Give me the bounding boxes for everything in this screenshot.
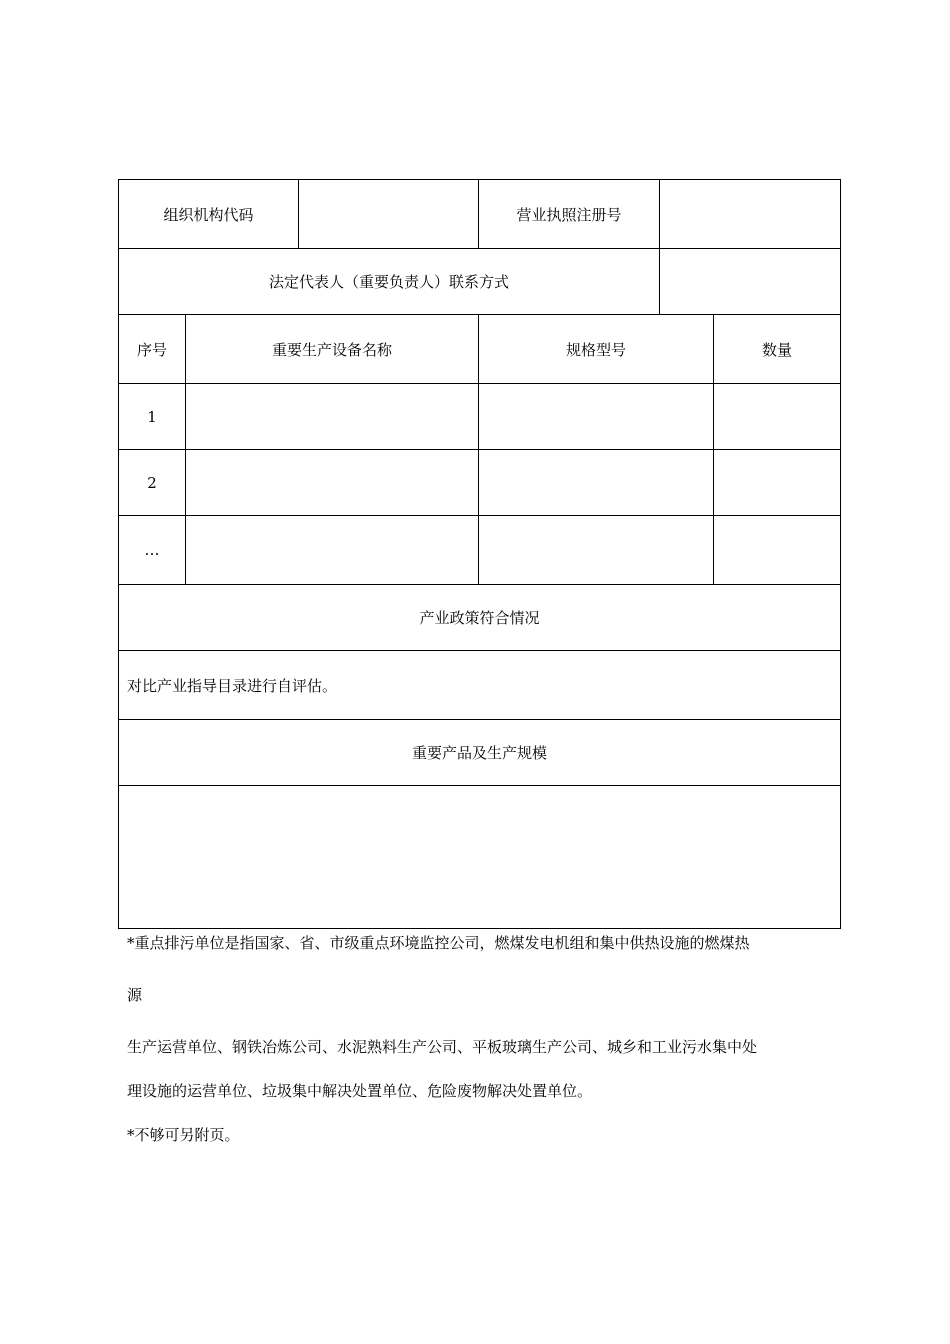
- equipment-name-field[interactable]: [186, 384, 479, 450]
- org-code-row: [119, 180, 841, 249]
- contact-row: [119, 249, 841, 315]
- products-text-field[interactable]: [119, 786, 841, 929]
- qty-field[interactable]: [714, 384, 841, 450]
- footnote-line: 生产运营单位、钢铁冶炼公司、水泥熟料生产公司、平板玻璃生产公司、城乡和工业污水集中处: [127, 1038, 758, 1056]
- spec-field[interactable]: [479, 384, 714, 450]
- row-seq: 2: [119, 450, 186, 516]
- policy-text-field[interactable]: 对比产业指导目录进行自评估。: [119, 651, 841, 720]
- policy-heading-row: [119, 585, 841, 651]
- row-seq: …: [119, 516, 186, 585]
- enterprise-info-form: [118, 179, 841, 929]
- contact-label: 法定代表人（重要负责人）联系方式: [119, 249, 660, 315]
- policy-heading: 产业政策符合情况: [119, 585, 841, 651]
- footnote-line: 源: [127, 986, 143, 1004]
- footnote-line: *不够可另附页。: [127, 1126, 240, 1144]
- license-field[interactable]: [660, 180, 841, 249]
- qty-field[interactable]: [714, 516, 841, 585]
- qty-field[interactable]: [714, 450, 841, 516]
- products-heading-row: [119, 720, 841, 786]
- products-text-row: [119, 786, 841, 929]
- footnotes: [127, 930, 847, 1148]
- equipment-name-field[interactable]: [186, 516, 479, 585]
- org-code-label: 组织机构代码: [119, 180, 299, 249]
- spec-field[interactable]: [479, 516, 714, 585]
- qty-header: 数量: [714, 315, 841, 384]
- table-row: [119, 516, 841, 585]
- seq-header: 序号: [119, 315, 186, 384]
- org-code-field[interactable]: [299, 180, 479, 249]
- contact-field[interactable]: [660, 249, 841, 315]
- table-row: [119, 384, 841, 450]
- row-seq: 1: [119, 384, 186, 450]
- license-label: 营业执照注册号: [479, 180, 660, 249]
- equipment-name-field[interactable]: [186, 450, 479, 516]
- footnote-line: *重点排污单位是指国家、省、市级重点环境监控公司，燃煤发电机组和集中供热设施的燃煤热: [127, 934, 750, 952]
- spec-field[interactable]: [479, 450, 714, 516]
- equipment-name-header: 重要生产设备名称: [186, 315, 479, 384]
- table-row: [119, 450, 841, 516]
- products-heading: 重要产品及生产规模: [119, 720, 841, 786]
- footnote-line: 理设施的运营单位、垃圾集中解决处置单位、危险废物解决处置单位。: [127, 1082, 593, 1100]
- equipment-header-row: [119, 315, 841, 384]
- policy-text-row: [119, 651, 841, 720]
- spec-header: 规格型号: [479, 315, 714, 384]
